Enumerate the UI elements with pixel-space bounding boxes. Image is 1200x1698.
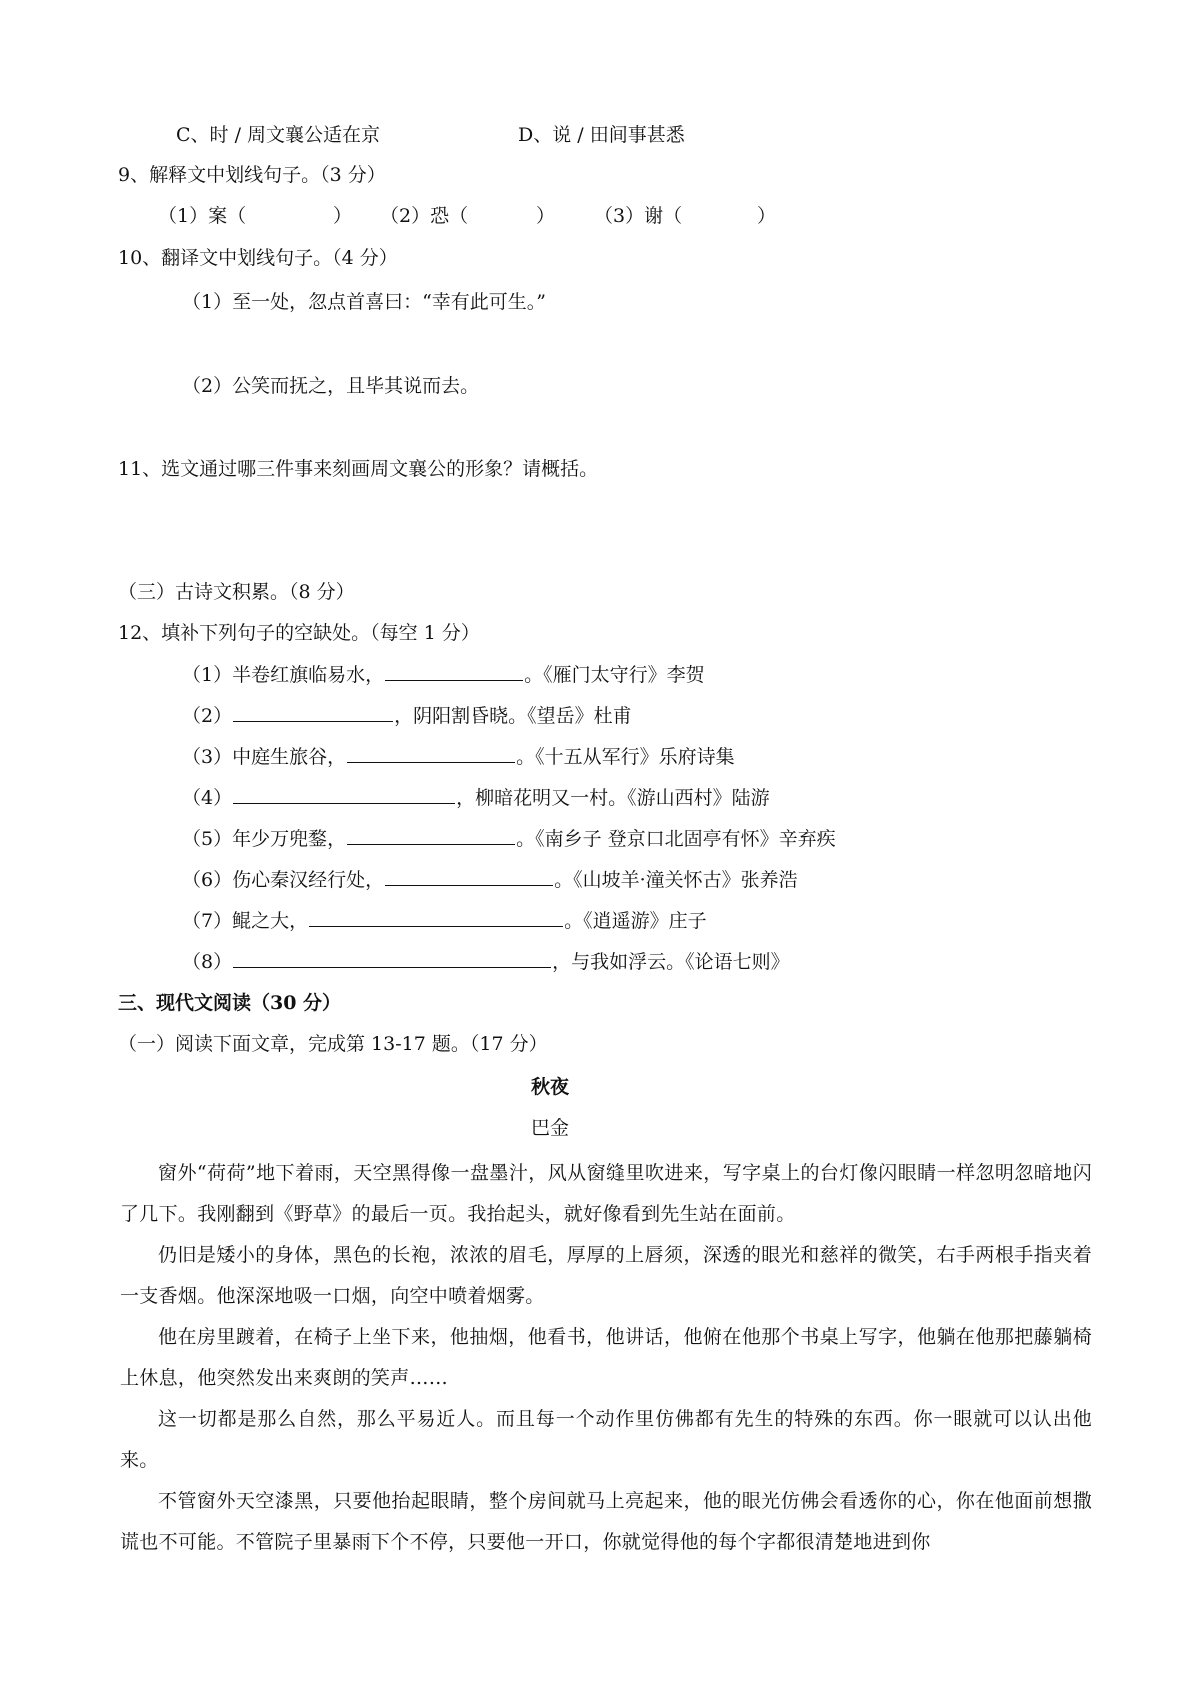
fill-line-3: （3）中庭生旅谷， 。《十五从军行》乐府诗集 bbox=[182, 746, 735, 768]
article-paragraph: 不管窗外天空漆黑，只要他抬起眼睛，整个房间就马上亮起来，他的眼光仿佛会看透你的心，你在他面前想撒谎也不可能。不管院子里暴雨下个不停，只要他一开口，你就觉得他的每个字都很清楚地进到你 bbox=[120, 1490, 1092, 1553]
part-3-title: 三、现代文阅读（30 分） bbox=[118, 992, 342, 1014]
question-9-item-2-open: （2）恐（ bbox=[380, 205, 469, 227]
article-author: 巴金 bbox=[530, 1117, 569, 1139]
answer-blank[interactable] bbox=[347, 744, 515, 763]
answer-blank[interactable] bbox=[385, 662, 523, 681]
answer-blank[interactable] bbox=[385, 867, 553, 886]
question-9-title: 9、解释文中划线句子。（3 分） bbox=[118, 164, 386, 186]
answer-blank[interactable] bbox=[347, 826, 515, 845]
question-12-title: 12、填补下列句子的空缺处。（每空 1 分） bbox=[118, 622, 480, 644]
fill-line-1: （1）半卷红旗临易水， 。《雁门太守行》李贺 bbox=[182, 664, 705, 686]
section-3-title: （三）古诗文积累。（8 分） bbox=[118, 581, 355, 603]
question-9-item-2-close: ） bbox=[536, 205, 556, 227]
answer-blank[interactable] bbox=[233, 949, 551, 968]
option-c: C、时 / 周文襄公适在京 bbox=[176, 124, 381, 146]
article-paragraph: 窗外“荷荷”地下着雨，天空黑得像一盘墨汁，风从窗缝里吹进来，写字桌上的台灯像闪眼睛一样忽明忽暗地闪了几下。我刚翻到《野草》的最后一页。我抬起头，就好像看到先生站在面前。 bbox=[120, 1162, 1092, 1225]
question-11-title: 11、选文通过哪三件事来刻画周文襄公的形象？请概括。 bbox=[118, 458, 599, 480]
fill-line-8: （8） ，与我如浮云。《论语七则》 bbox=[182, 951, 790, 973]
question-9-item-1-open: （1）案（ bbox=[158, 205, 247, 227]
question-10-item-2: （2）公笑而抚之，且毕其说而去。 bbox=[182, 375, 480, 397]
reading-1-title: （一）阅读下面文章，完成第 13-17 题。（17 分） bbox=[118, 1033, 548, 1055]
article-paragraph: 这一切都是那么自然，那么平易近人。而且每一个动作里仿佛都有先生的特殊的东西。你一眼就可以认出他来。 bbox=[120, 1408, 1092, 1471]
question-9-item-3-close: ） bbox=[757, 205, 777, 227]
fill-line-6: （6）伤心秦汉经行处， 。《山坡羊·潼关怀古》张养浩 bbox=[182, 869, 798, 891]
answer-blank[interactable] bbox=[233, 785, 455, 804]
fill-line-2: （2） ，阴阳割昏晓。《望岳》杜甫 bbox=[182, 705, 632, 727]
article-paragraph: 他在房里踱着，在椅子上坐下来，他抽烟，他看书，他讲话，他俯在他那个书桌上写字，他躺在他那把藤躺椅上休息，他突然发出来爽朗的笑声…… bbox=[120, 1326, 1092, 1389]
question-10-title: 10、翻译文中划线句子。（4 分） bbox=[118, 247, 398, 269]
fill-line-5: （5）年少万兜鍪， 。《南乡子 登京口北固亭有怀》辛弃疾 bbox=[182, 828, 836, 850]
question-9-item-3-open: （3）谢（ bbox=[594, 205, 683, 227]
article-paragraph: 仍旧是矮小的身体，黑色的长袍，浓浓的眉毛，厚厚的上唇须，深透的眼光和慈祥的微笑，右手两根手指夹着一支香烟。他深深地吸一口烟，向空中喷着烟雾。 bbox=[120, 1244, 1092, 1307]
article-title: 秋夜 bbox=[530, 1076, 569, 1098]
question-9-item-1-close: ） bbox=[333, 205, 353, 227]
fill-line-7: （7）鲲之大， 。《逍遥游》庄子 bbox=[182, 910, 707, 932]
fill-line-4: （4） ，柳暗花明又一村。《游山西村》陆游 bbox=[182, 787, 770, 809]
option-d: D、说 / 田间事甚悉 bbox=[518, 124, 685, 146]
answer-blank[interactable] bbox=[309, 908, 563, 927]
answer-blank[interactable] bbox=[233, 703, 393, 722]
question-10-item-1: （1）至一处，忽点首喜曰：“幸有此可生。” bbox=[182, 291, 547, 313]
